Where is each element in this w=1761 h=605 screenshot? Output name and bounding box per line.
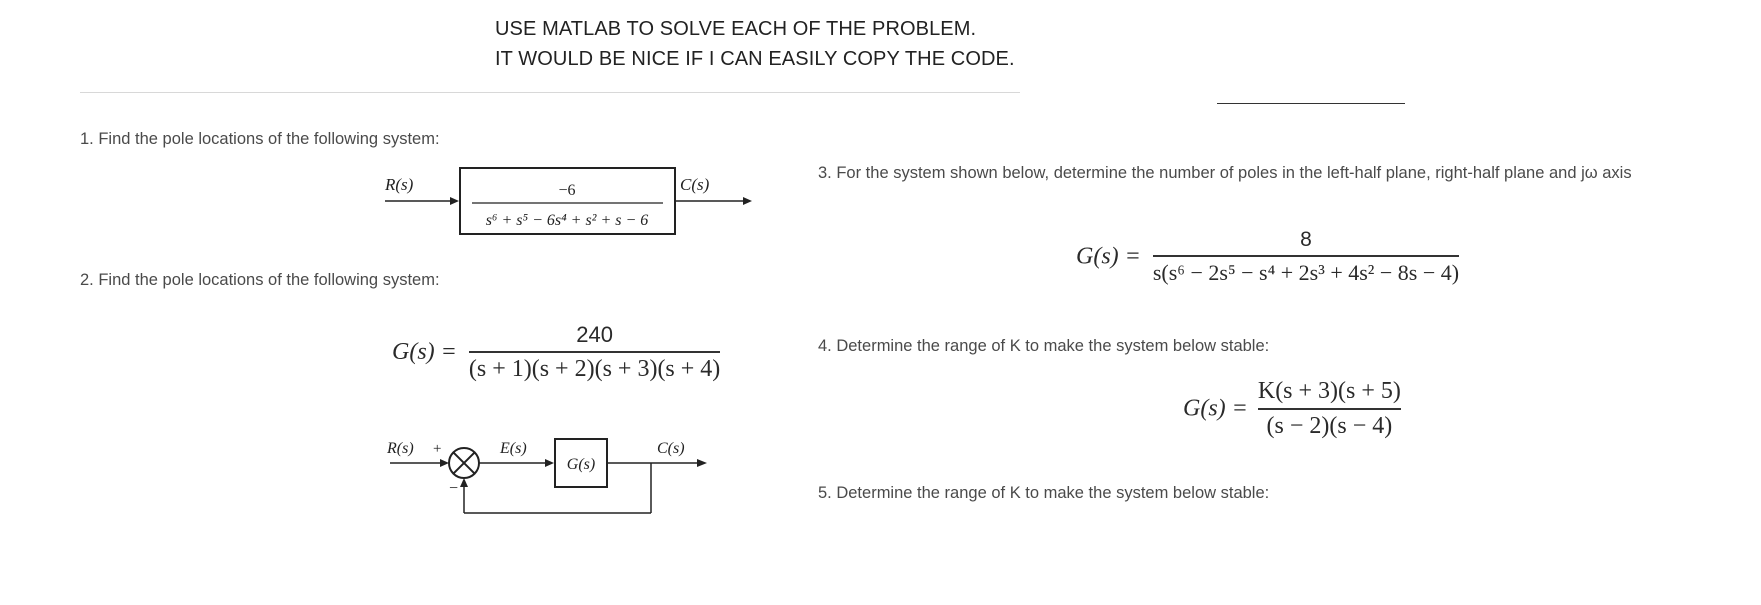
q1-block-diagram bbox=[380, 160, 760, 240]
q4-fraction-bar bbox=[1258, 408, 1401, 410]
q4-lhs: G(s) = bbox=[1183, 395, 1248, 422]
header-line-1: USE MATLAB TO SOLVE EACH OF THE PROBLEM. bbox=[495, 18, 977, 40]
q1-output-arrowhead bbox=[743, 197, 752, 205]
q3-fraction-bar bbox=[1153, 255, 1459, 257]
q2-fraction bbox=[469, 322, 720, 383]
q2-output-label: C(s) bbox=[657, 440, 685, 457]
question-5-text: 5. Determine the range of K to make the system below stable: bbox=[818, 484, 1270, 502]
q2-numerator: 240 bbox=[576, 322, 613, 347]
q2-input-label: R(s) bbox=[387, 440, 414, 457]
q2-feedback-diagram bbox=[385, 433, 715, 525]
header-line-2: IT WOULD BE NICE IF I CAN EASILY COPY THE CODE. bbox=[495, 48, 1015, 70]
q1-denominator: s⁶ + s⁵ − 6s⁴ + s² + s − 6 bbox=[485, 212, 649, 229]
q2-plus-sign: + bbox=[433, 441, 442, 457]
question-2-text: 2. Find the pole locations of the following system: bbox=[80, 271, 440, 289]
q1-numerator: −6 bbox=[558, 182, 576, 199]
q4-fraction bbox=[1258, 378, 1401, 440]
q2-fraction-bar bbox=[469, 351, 720, 353]
q4-equation bbox=[1183, 378, 1401, 440]
q2-minus-sign: − bbox=[449, 480, 459, 497]
q3-fraction bbox=[1153, 228, 1459, 286]
q3-equation bbox=[1076, 228, 1459, 286]
question-4-text: 4. Determine the range of K to make the system below stable: bbox=[818, 337, 1270, 355]
q2-block-label: G(s) bbox=[566, 456, 596, 473]
q1-input-arrowhead bbox=[450, 197, 459, 205]
question-3-text: 3. For the system shown below, determine the number of poles in the left-half plane, right-half plane and jω axis bbox=[818, 164, 1632, 182]
q2-denominator: (s + 1)(s + 2)(s + 3)(s + 4) bbox=[468, 355, 721, 382]
short-rule bbox=[1217, 103, 1405, 104]
q1-output-label: C(s) bbox=[680, 175, 710, 194]
q3-lhs: G(s) = bbox=[1076, 243, 1141, 270]
q4-denominator: (s − 2)(s − 4) bbox=[1266, 412, 1393, 439]
q2-equation bbox=[392, 322, 720, 383]
q1-input-label: R(s) bbox=[385, 175, 414, 194]
q2-error-label: E(s) bbox=[500, 440, 527, 457]
q4-numerator: K(s + 3)(s + 5) bbox=[1257, 378, 1401, 404]
q3-numerator: 8 bbox=[1300, 228, 1312, 251]
q3-denominator: s(s⁶ − 2s⁵ − s⁴ + 2s³ + 4s² − 8s − 4) bbox=[1152, 259, 1460, 285]
question-1-text: 1. Find the pole locations of the following system: bbox=[80, 130, 440, 148]
page-header bbox=[495, 14, 1015, 74]
divider bbox=[80, 92, 1020, 93]
q2-lhs: G(s) = bbox=[392, 338, 457, 365]
